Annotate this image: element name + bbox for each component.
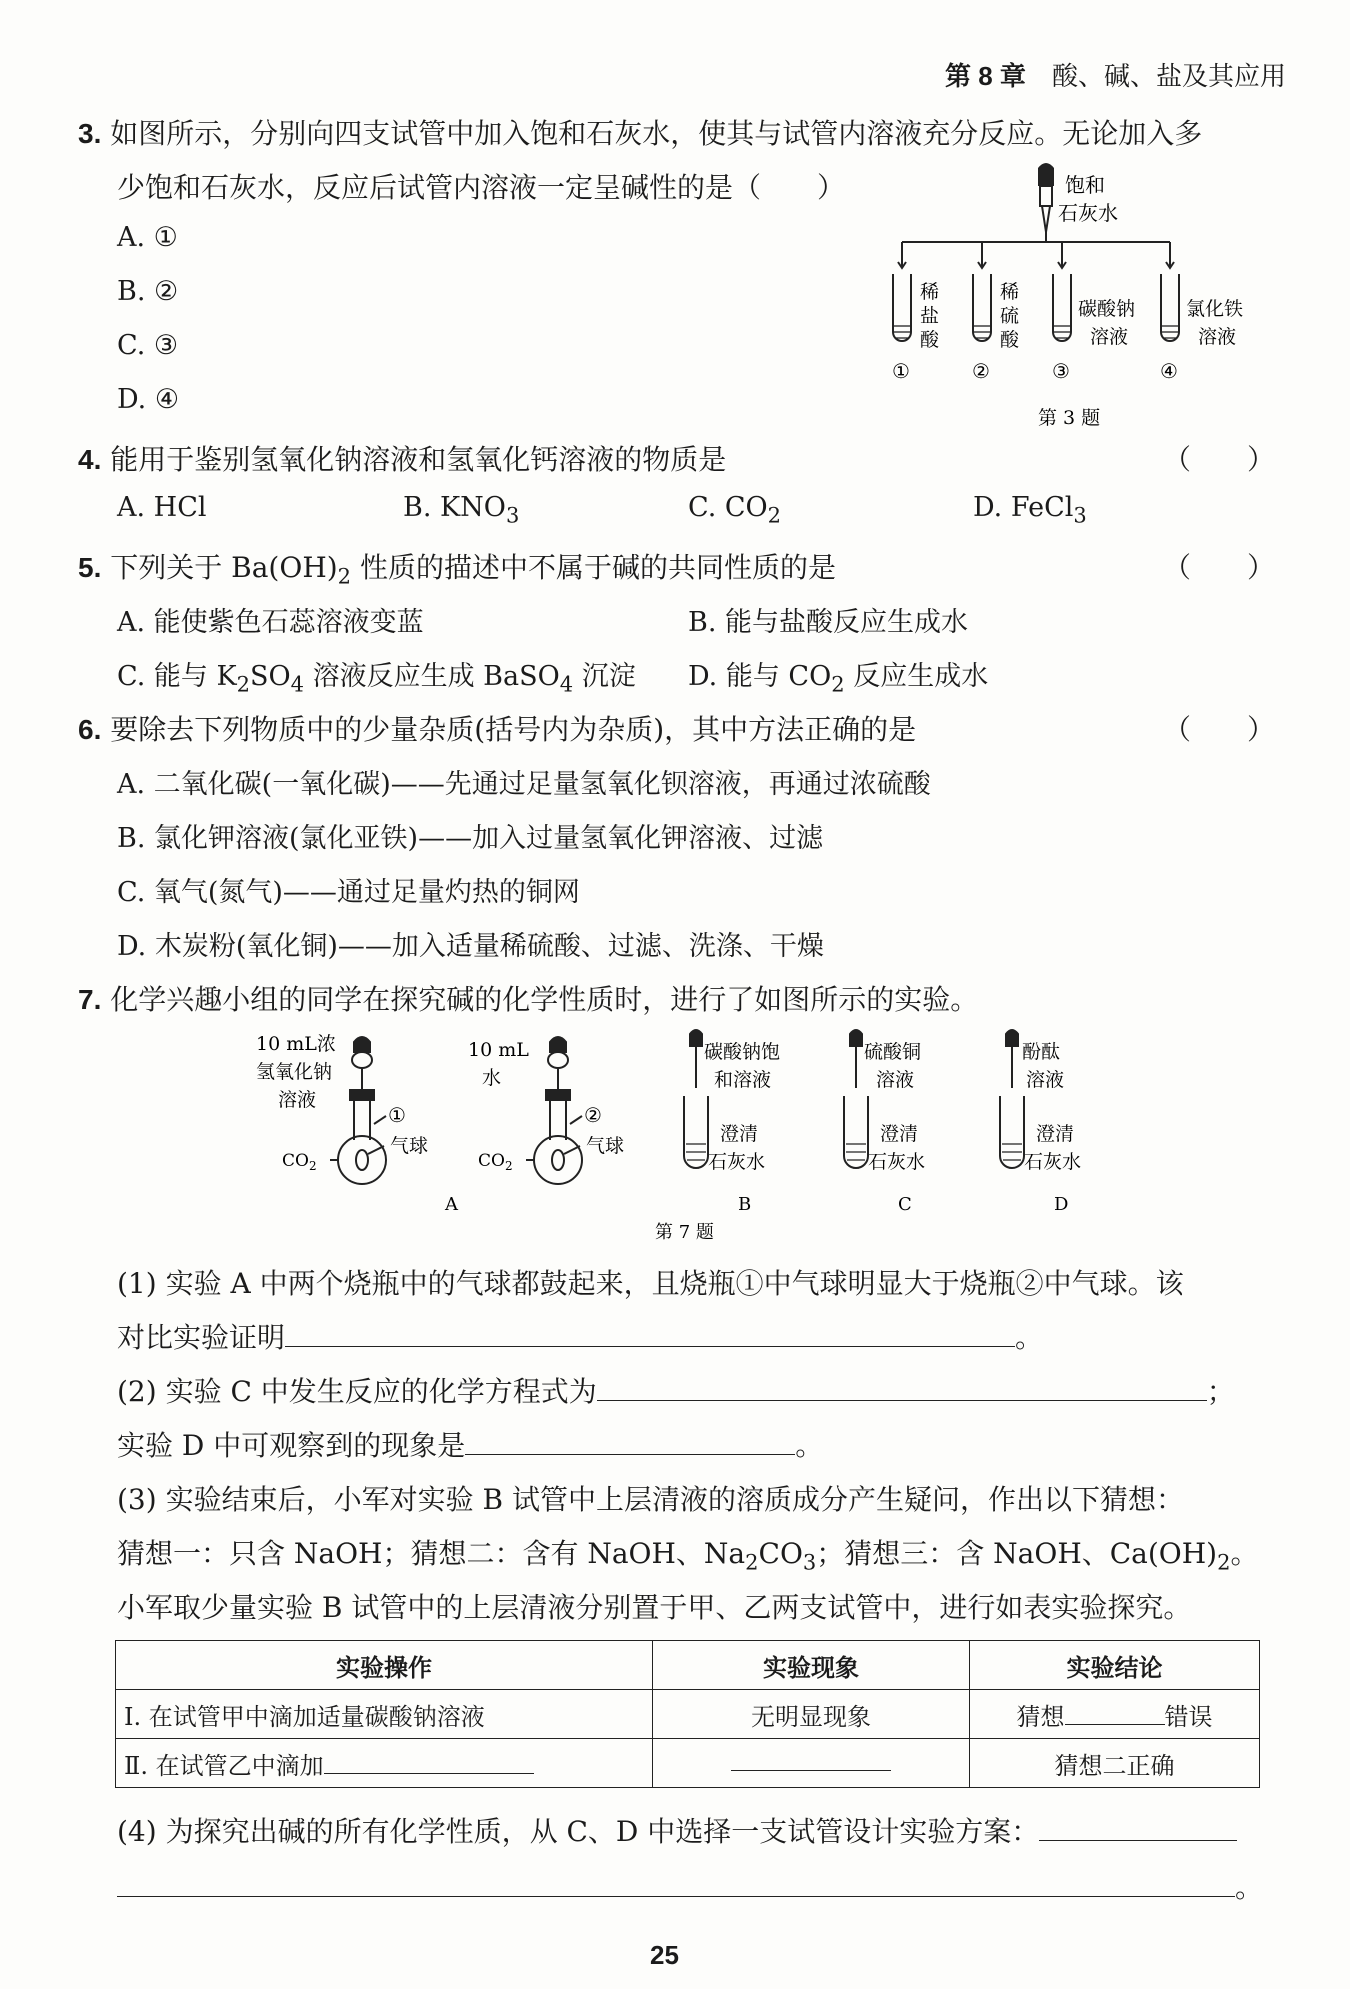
flask-b-co2-text: CO bbox=[478, 1151, 505, 1171]
tube-c-reagent-1: 硫酸铜 bbox=[864, 1041, 922, 1063]
q4-option-a[interactable]: A. HCl bbox=[117, 492, 207, 523]
q7-p2-line2 bbox=[117, 1424, 823, 1464]
q5-option-d[interactable] bbox=[688, 654, 988, 696]
q6-stem bbox=[78, 708, 916, 748]
q6-number: 6. bbox=[78, 714, 102, 745]
q5-option-c[interactable] bbox=[117, 654, 636, 696]
chapter-title: 酸、碱、盐及其应用 bbox=[1051, 62, 1286, 92]
flask-a-co2-sub: 2 bbox=[308, 1159, 317, 1173]
tube-d-limewater-2: 石灰水 bbox=[1024, 1151, 1082, 1173]
label-b: B bbox=[738, 1194, 752, 1215]
q5-stem-pre: 下列关于 Ba(OH) bbox=[110, 551, 338, 584]
flask-a-reagent-2: 氢氧化钠 bbox=[256, 1061, 333, 1083]
tube3-label-2: 溶液 bbox=[1090, 326, 1129, 348]
q4-stem-text: 能用于鉴别氢氧化钠溶液和氢氧化钙溶液的物质是 bbox=[110, 443, 727, 476]
q7-p3-g1: 猜想一：只含 NaOH；猜想二：含有 NaOH、Na bbox=[117, 1537, 746, 1570]
chapter-number: 第 8 章 bbox=[945, 61, 1026, 91]
q7-p4-text: (4) 为探究出碱的所有化学性质，从 C、D 中选择一支试管设计实验方案： bbox=[117, 1815, 1040, 1848]
dropper-icon bbox=[1038, 163, 1054, 232]
table-row bbox=[116, 1690, 1260, 1739]
table-row bbox=[116, 1739, 1260, 1788]
flask-a-balloon-label: 气球 bbox=[390, 1135, 429, 1157]
q5-option-c-3: 溶液反应生成 BaSO bbox=[304, 661, 560, 692]
tube2-label-3: 酸 bbox=[1000, 329, 1020, 351]
tube-d-limewater-1: 澄清 bbox=[1036, 1123, 1075, 1145]
flask-b bbox=[526, 1037, 582, 1184]
q5-option-c-2: SO bbox=[250, 661, 291, 692]
q7-p4-blank2[interactable] bbox=[117, 1896, 1235, 1897]
q7-p4-blank1[interactable] bbox=[1039, 1840, 1237, 1841]
tube-d-reagent-1: 酚酞 bbox=[1022, 1041, 1061, 1063]
flask-a-reagent-3: 溶液 bbox=[278, 1089, 317, 1111]
q7-p3-g1-mid: CO bbox=[758, 1537, 803, 1570]
q6-option-d[interactable]: D. 木炭粉(氧化铜)——加入适量稀硫酸、过滤、洗涤、干燥 bbox=[117, 931, 824, 962]
table-header-row bbox=[116, 1641, 1260, 1690]
q7-p4-line2 bbox=[117, 1866, 1263, 1906]
q7-p3-g1-sub2: 3 bbox=[802, 1550, 817, 1575]
q6-option-a[interactable]: A. 二氧化碳(一氧化碳)——先通过足量氢氧化钡溶液，再通过浓硫酸 bbox=[117, 769, 931, 800]
q3-option-d[interactable]: D. ④ bbox=[117, 384, 180, 415]
q3-figure bbox=[880, 160, 1280, 440]
q7-p2-text2: 实验 D 中可观察到的现象是 bbox=[117, 1429, 466, 1462]
q3-option-b[interactable]: B. ② bbox=[117, 276, 179, 307]
row1-operation: Ⅰ. 在试管甲中滴加适量碳酸钠溶液 bbox=[116, 1690, 653, 1739]
flask-a-mark: ① bbox=[388, 1103, 406, 1127]
tube4-label-2: 溶液 bbox=[1198, 326, 1237, 348]
q4-option-d-text: D. FeCl bbox=[973, 492, 1074, 523]
q4-option-d-sub: 3 bbox=[1073, 503, 1087, 528]
q5-option-c-4: 沉淀 bbox=[573, 661, 636, 692]
flask-b-co2 bbox=[478, 1151, 513, 1173]
row2-operation-text: Ⅱ. 在试管乙中滴加 bbox=[124, 1751, 324, 1780]
page-header bbox=[945, 56, 1286, 93]
q7-p2-end2: 。 bbox=[795, 1429, 824, 1462]
row1-conclusion bbox=[970, 1690, 1260, 1739]
q5-option-c-sub3: 4 bbox=[559, 672, 574, 697]
table-header-phenomenon: 实验现象 bbox=[653, 1641, 970, 1690]
q7-figure-caption: 第 7 题 bbox=[655, 1222, 714, 1243]
tube-b-limewater-1: 澄清 bbox=[720, 1123, 759, 1145]
row2-phenomenon-blank[interactable] bbox=[731, 1770, 891, 1771]
q5-option-b[interactable]: B. 能与盐酸反应生成水 bbox=[688, 607, 969, 638]
tube3-label-1: 碳酸钠 bbox=[1078, 298, 1136, 320]
row1-conclusion-pre: 猜想 bbox=[1016, 1702, 1065, 1731]
tube2-label-1: 稀 bbox=[1000, 281, 1020, 303]
table-header-operation: 实验操作 bbox=[116, 1641, 653, 1690]
q7-p1-line2 bbox=[117, 1316, 1043, 1356]
q7-p4-line1 bbox=[117, 1810, 1237, 1850]
q3-option-c[interactable]: C. ③ bbox=[117, 330, 179, 361]
q5-stem-sub: 2 bbox=[337, 564, 352, 589]
flask-b-reagent-1: 10 mL bbox=[468, 1039, 529, 1061]
q3-stem-line2: 少饱和石灰水，反应后试管内溶液一定呈碱性的是（ ） bbox=[117, 171, 846, 204]
q7-p2-blank1[interactable] bbox=[597, 1400, 1207, 1401]
q4-option-c-sub: 2 bbox=[767, 503, 782, 528]
tube1-mark: ① bbox=[892, 359, 910, 383]
q7-p3-g1-sub3: 2 bbox=[1217, 1550, 1231, 1575]
q7-stem-text: 化学兴趣小组的同学在探究碱的化学性质时，进行了如图所示的实验。 bbox=[110, 983, 979, 1016]
q4-option-b-text: B. KNO bbox=[403, 492, 506, 523]
q3-figure-caption: 第 3 题 bbox=[1038, 407, 1101, 429]
q6-answer-paren[interactable]: （ ） bbox=[1163, 713, 1276, 746]
q3-line1 bbox=[78, 112, 1202, 152]
label-a: A bbox=[445, 1194, 458, 1215]
q7-p3-guesses bbox=[117, 1532, 1258, 1575]
q5-option-c-sub2: 4 bbox=[290, 672, 305, 697]
tube-d-reagent-2: 溶液 bbox=[1026, 1069, 1065, 1091]
tube-c-limewater-2: 石灰水 bbox=[868, 1151, 926, 1173]
tube2-label-2: 硫 bbox=[1000, 305, 1020, 327]
q7-p2-blank2[interactable] bbox=[465, 1454, 795, 1455]
q6-stem-text: 要除去下列物质中的少量杂质(括号内为杂质)，其中方法正确的是 bbox=[110, 713, 917, 746]
tube3-mark: ③ bbox=[1052, 359, 1070, 383]
q3-reagent-line1: 饱和 bbox=[1065, 173, 1105, 197]
flask-b-balloon-label: 气球 bbox=[586, 1135, 625, 1157]
q5-stem bbox=[78, 546, 836, 589]
flask-b-reagent-2: 水 bbox=[482, 1067, 502, 1089]
tube1-label-1: 稀 bbox=[920, 281, 940, 303]
q7-number: 7. bbox=[78, 984, 102, 1015]
q4-answer-paren[interactable]: （ ） bbox=[1163, 443, 1276, 476]
q4-option-b[interactable] bbox=[403, 492, 519, 527]
q5-option-c-1: C. 能与 K bbox=[117, 661, 237, 692]
q5-option-d-sub: 2 bbox=[831, 672, 845, 697]
row2-conclusion: 猜想二正确 bbox=[970, 1739, 1260, 1788]
table-header-conclusion: 实验结论 bbox=[970, 1641, 1260, 1690]
q5-option-d-1: D. 能与 CO bbox=[688, 661, 832, 692]
flask-a-co2 bbox=[282, 1151, 317, 1173]
tube1-label-3: 酸 bbox=[920, 329, 940, 351]
q7-p4-end: 。 bbox=[1235, 1871, 1264, 1904]
tube-b-reagent-2: 和溶液 bbox=[714, 1069, 772, 1091]
row1-conclusion-post: 错误 bbox=[1164, 1702, 1213, 1731]
q7-figure bbox=[250, 1028, 1150, 1248]
q7-p2-text1: (2) 实验 C 中发生反应的化学方程式为 bbox=[117, 1375, 597, 1408]
tube1-label-2: 盐 bbox=[920, 305, 940, 327]
q3-option-a[interactable]: A. ① bbox=[117, 222, 178, 253]
tube-d bbox=[1000, 1030, 1024, 1168]
q4-number: 4. bbox=[78, 444, 102, 475]
flask-a bbox=[330, 1037, 386, 1184]
q3-stem-line1: 如图所示，分别向四支试管中加入饱和石灰水，使其与试管内溶液充分反应。无论加入多 bbox=[110, 117, 1203, 150]
row1-conclusion-blank[interactable] bbox=[1065, 1724, 1165, 1725]
experiment-table bbox=[115, 1640, 1260, 1788]
q5-option-d-2: 反应生成水 bbox=[844, 661, 989, 692]
tube2-mark: ② bbox=[972, 359, 990, 383]
q7-p2-end1: ； bbox=[1206, 1375, 1235, 1408]
q6-option-b[interactable]: B. 氯化钾溶液(氯化亚铁)——加入过量氢氧化钾溶液、过滤 bbox=[117, 823, 824, 854]
q3-number: 3. bbox=[78, 118, 102, 149]
q7-p1-text: 对比实验证明 bbox=[117, 1321, 286, 1354]
q5-option-a[interactable]: A. 能使紫色石蕊溶液变蓝 bbox=[117, 607, 424, 638]
tube-b-reagent-1: 碳酸钠饱 bbox=[704, 1041, 781, 1063]
row2-operation-blank[interactable] bbox=[324, 1773, 534, 1774]
tube4-mark: ④ bbox=[1160, 359, 1178, 383]
q7-p1-end: 。 bbox=[1015, 1321, 1044, 1354]
q7-p3-g1-end: 。 bbox=[1230, 1537, 1259, 1570]
row2-operation bbox=[116, 1739, 653, 1788]
page-number: 25 bbox=[650, 1940, 679, 1970]
q5-number: 5. bbox=[78, 552, 102, 583]
tube-c-limewater-1: 澄清 bbox=[880, 1123, 919, 1145]
tube4-label-1: 氯化铁 bbox=[1186, 298, 1244, 320]
q7-p3-line1: (3) 实验结束后，小军对实验 B 试管中上层清液的溶质成分产生疑问，作出以下猜想： bbox=[117, 1483, 1184, 1516]
q4-stem bbox=[78, 438, 726, 478]
row2-phenomenon bbox=[653, 1739, 970, 1788]
q5-answer-paren[interactable]: （ ） bbox=[1163, 551, 1276, 584]
q5-stem-post: 性质的描述中不属于碱的共同性质的是 bbox=[351, 551, 836, 584]
q7-p3-g1-sub: 2 bbox=[745, 1550, 759, 1575]
q5-option-c-sub1: 2 bbox=[236, 672, 250, 697]
q7-p3-g1-post: ；猜想三：含 NaOH、Ca(OH) bbox=[816, 1537, 1218, 1570]
q7-p1-line1: (1) 实验 A 中两个烧瓶中的气球都鼓起来，且烧瓶①中气球明显大于烧瓶②中气球。该 bbox=[117, 1267, 1184, 1300]
flask-a-reagent-1: 10 mL浓 bbox=[256, 1033, 336, 1055]
q4-option-d[interactable] bbox=[973, 492, 1087, 527]
q7-p3-line3: 小军取少量实验 B 试管中的上层清液分别置于甲、乙两支试管中，进行如表实验探究。 bbox=[117, 1591, 1192, 1624]
q4-option-b-sub: 3 bbox=[505, 503, 520, 528]
tube-c-reagent-2: 溶液 bbox=[876, 1069, 915, 1091]
row1-phenomenon: 无明显现象 bbox=[653, 1690, 970, 1739]
q7-p2-line1 bbox=[117, 1370, 1235, 1410]
q6-option-c[interactable]: C. 氧气(氮气)——通过足量灼热的铜网 bbox=[117, 877, 580, 908]
flask-b-co2-sub: 2 bbox=[504, 1159, 513, 1173]
q7-stem bbox=[78, 978, 978, 1018]
q3-reagent-line2: 石灰水 bbox=[1058, 201, 1118, 225]
flask-b-mark: ② bbox=[584, 1103, 602, 1127]
q4-option-c[interactable] bbox=[688, 492, 781, 527]
flask-a-co2-text: CO bbox=[282, 1151, 309, 1171]
label-d: D bbox=[1054, 1194, 1069, 1215]
tube-b-limewater-2: 石灰水 bbox=[708, 1151, 766, 1173]
q4-option-c-text: C. CO bbox=[688, 492, 768, 523]
q7-p1-blank[interactable] bbox=[285, 1346, 1015, 1347]
label-c: C bbox=[898, 1194, 912, 1215]
